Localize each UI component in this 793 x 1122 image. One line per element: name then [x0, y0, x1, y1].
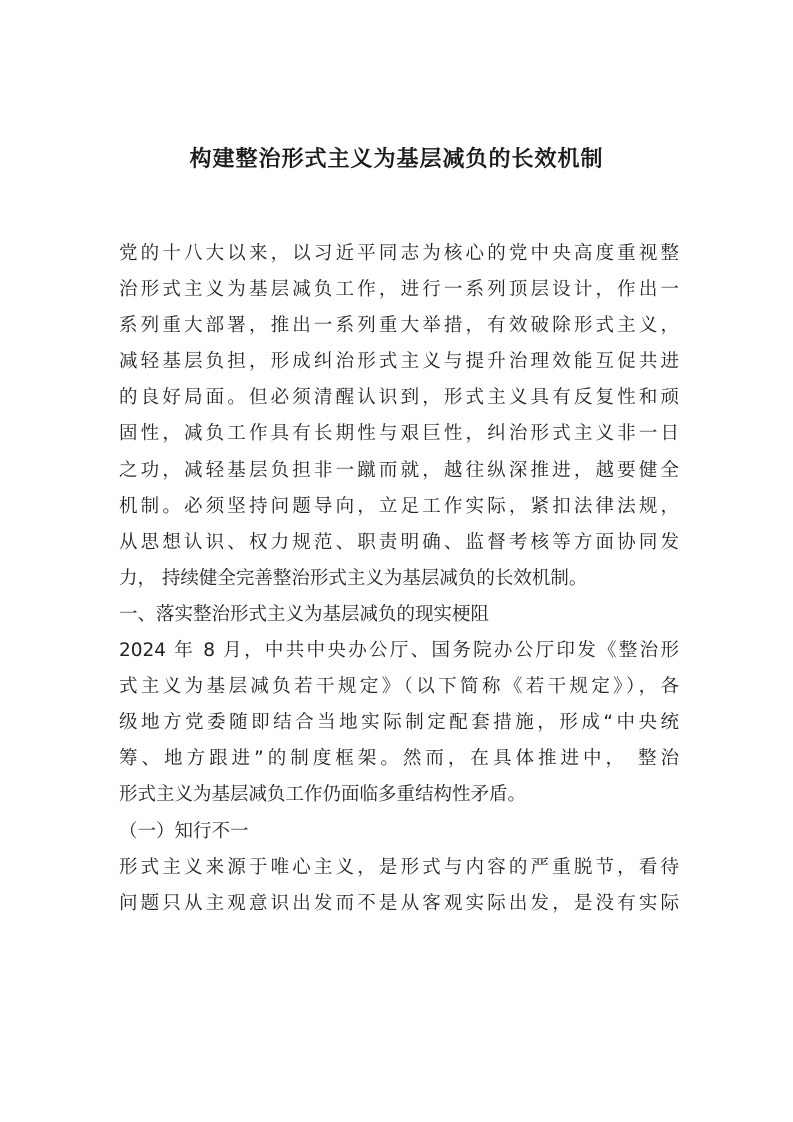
paragraph-line: 式主义为基层减负若干规定》（以下简称《若干规定》），各 [119, 676, 679, 698]
paragraph-line: 固性，减负工作具有长期性与艰巨性，纠治形式主义非一日 [119, 423, 679, 445]
paragraph-line: 形式主义为基层减负工作仍面临多重结构性矛盾。 [119, 784, 527, 806]
paragraph-line: 减轻基层负担，形成纠治形式主义与提升治理效能互促共进 [119, 351, 679, 373]
paragraph-line: 系列重大部署，推出一系列重大举措，有效破除形式主义， [119, 315, 679, 337]
paragraph-line: 治形式主义为基层减负工作，进行一系列顶层设计，作出一 [119, 279, 679, 301]
paragraph-line: 党的十八大以来，以习近平同志为核心的党中央高度重视整 [119, 243, 679, 264]
paragraph-line: 级地方党委随即结合当地实际制定配套措施，形成“中央统 [119, 712, 679, 734]
document-body [119, 236, 679, 922]
paragraph-line: 的良好局面。但必须清醒认识到，形式主义具有反复性和顽 [119, 387, 679, 409]
paragraph-line: 形式主义来源于唯心主义，是形式与内容的严重脱节，看待 [119, 856, 679, 878]
section-heading: 一、落实整治形式主义为基层减负的现实梗阻 [119, 603, 490, 625]
document-title: 构建整治形式主义为基层减负的长效机制 [189, 146, 604, 172]
paragraph-line: 2024 年 8 月，中共中央办公厅、国务院办公厅印发《整治形 [119, 640, 679, 662]
paragraph-line: 从思想认识、权力规范、职责明确、监督考核等方面协同发 [119, 531, 679, 553]
paragraph-line: 之功，减轻基层负担非一蹴而就，越往纵深推进，越要健全 [119, 459, 679, 481]
paragraph-line: 筹、地方跟进”的制度框架。然而，在具体推进中， 整治 [119, 748, 679, 770]
paragraph-line: 机制。必须坚持问题导向，立足工作实际，紧扣法律法规， [119, 495, 679, 517]
paragraph-line: 力， 持续健全完善整治形式主义为基层减负的长效机制。 [119, 567, 588, 589]
paragraph-line: 问题只从主观意识出发而不是从客观实际出发，是没有实际 [119, 892, 679, 914]
subsection-heading: （一）知行不一 [119, 820, 249, 842]
